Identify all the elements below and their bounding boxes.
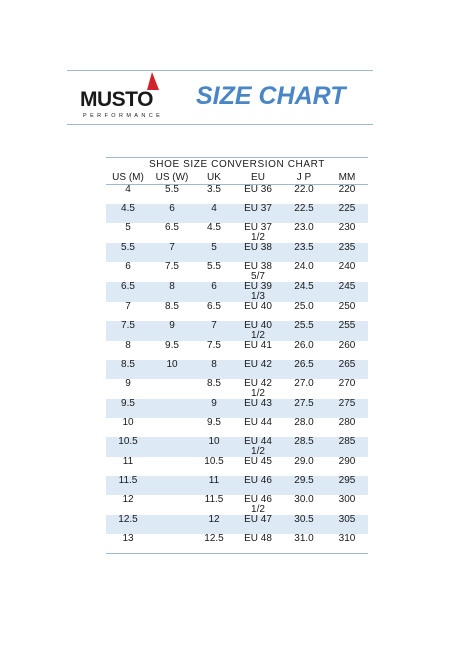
table-row [106, 515, 368, 534]
jp-cell: 24.0 [282, 262, 326, 282]
uk-cell: 8 [194, 360, 234, 379]
uk-cell: 10 [194, 437, 234, 457]
table-row [106, 399, 368, 418]
eu-cell: EU 45 [234, 457, 282, 476]
us-m-cell: 11.5 [106, 476, 150, 495]
us-w-cell: 10 [150, 360, 194, 379]
mm-cell: 295 [326, 476, 368, 495]
mm-cell: 285 [326, 437, 368, 457]
eu-cell: EU 46 1/2 [234, 495, 282, 515]
jp-cell: 25.0 [282, 302, 326, 321]
us-m-cell: 9.5 [106, 399, 150, 418]
uk-cell: 5.5 [194, 262, 234, 282]
us-w-cell [150, 515, 194, 534]
uk-cell: 12.5 [194, 534, 234, 554]
us-m-cell: 7.5 [106, 321, 150, 341]
jp-cell: 30.0 [282, 495, 326, 515]
table-row [106, 282, 368, 302]
eu-cell: EU 42 1/2 [234, 379, 282, 399]
eu-cell: EU 43 [234, 399, 282, 418]
mm-cell: 240 [326, 262, 368, 282]
header-mm: MM [326, 171, 368, 185]
table-row [106, 379, 368, 399]
us-w-cell [150, 379, 194, 399]
us-m-cell: 9 [106, 379, 150, 399]
eu-cell: EU 38 5/7 [234, 262, 282, 282]
us-w-cell: 7 [150, 243, 194, 262]
table-row [106, 243, 368, 262]
size-table [106, 157, 368, 554]
us-m-cell: 11 [106, 457, 150, 476]
us-m-cell: 6 [106, 262, 150, 282]
table-row [106, 360, 368, 379]
header-bottom-rule [67, 124, 373, 125]
header-us-m: US (M) [106, 171, 150, 185]
eu-cell: EU 44 [234, 418, 282, 437]
us-w-cell: 7.5 [150, 262, 194, 282]
header-eu: EU [234, 171, 282, 185]
us-w-cell: 8 [150, 282, 194, 302]
uk-cell: 7.5 [194, 341, 234, 360]
table-row [106, 534, 368, 554]
uk-cell: 3.5 [194, 185, 234, 205]
us-m-cell: 4.5 [106, 204, 150, 223]
us-m-cell: 8 [106, 341, 150, 360]
us-w-cell [150, 457, 194, 476]
mm-cell: 280 [326, 418, 368, 437]
mm-cell: 245 [326, 282, 368, 302]
us-w-cell: 9 [150, 321, 194, 341]
table-row [106, 302, 368, 321]
jp-cell: 31.0 [282, 534, 326, 554]
top-rule [67, 70, 373, 71]
mm-cell: 310 [326, 534, 368, 554]
us-m-cell: 4 [106, 185, 150, 205]
eu-cell: EU 42 [234, 360, 282, 379]
us-m-cell: 10 [106, 418, 150, 437]
mm-cell: 255 [326, 321, 368, 341]
jp-cell: 24.5 [282, 282, 326, 302]
us-m-cell: 8.5 [106, 360, 150, 379]
us-w-cell [150, 399, 194, 418]
eu-cell: EU 36 [234, 185, 282, 205]
us-m-cell: 5.5 [106, 243, 150, 262]
table-row [106, 476, 368, 495]
us-w-cell [150, 495, 194, 515]
jp-cell: 23.5 [282, 243, 326, 262]
us-w-cell [150, 437, 194, 457]
us-w-cell: 9.5 [150, 341, 194, 360]
eu-cell: EU 48 [234, 534, 282, 554]
mm-cell: 225 [326, 204, 368, 223]
uk-cell: 6 [194, 282, 234, 302]
uk-cell: 11.5 [194, 495, 234, 515]
musto-logo [80, 72, 164, 122]
jp-cell: 27.0 [282, 379, 326, 399]
logo-tagline: PERFORMANCE [83, 113, 164, 119]
table-row [106, 321, 368, 341]
eu-cell: EU 47 [234, 515, 282, 534]
mm-cell: 265 [326, 360, 368, 379]
mm-cell: 270 [326, 379, 368, 399]
us-m-cell: 10.5 [106, 437, 150, 457]
header-jp: J P [282, 171, 326, 185]
mm-cell: 235 [326, 243, 368, 262]
table-row [106, 262, 368, 282]
eu-cell: EU 39 1/3 [234, 282, 282, 302]
page-title: SIZE CHART [196, 82, 346, 110]
jp-cell: 28.0 [282, 418, 326, 437]
header-uk: UK [194, 171, 234, 185]
us-w-cell: 8.5 [150, 302, 194, 321]
jp-cell: 29.0 [282, 457, 326, 476]
table-row [106, 341, 368, 360]
uk-cell: 5 [194, 243, 234, 262]
mm-cell: 260 [326, 341, 368, 360]
uk-cell: 9.5 [194, 418, 234, 437]
eu-cell: EU 40 [234, 302, 282, 321]
mm-cell: 230 [326, 223, 368, 243]
us-w-cell: 6.5 [150, 223, 194, 243]
uk-cell: 10.5 [194, 457, 234, 476]
us-m-cell: 6.5 [106, 282, 150, 302]
header-us-w: US (W) [150, 171, 194, 185]
mm-cell: 305 [326, 515, 368, 534]
eu-cell: EU 41 [234, 341, 282, 360]
jp-cell: 26.5 [282, 360, 326, 379]
uk-cell: 12 [194, 515, 234, 534]
uk-cell: 7 [194, 321, 234, 341]
table-body [106, 185, 368, 554]
table-row [106, 223, 368, 243]
eu-cell: EU 38 [234, 243, 282, 262]
table-row [106, 437, 368, 457]
table-row [106, 418, 368, 437]
jp-cell: 26.0 [282, 341, 326, 360]
jp-cell: 28.5 [282, 437, 326, 457]
eu-cell: EU 44 1/2 [234, 437, 282, 457]
jp-cell: 22.0 [282, 185, 326, 205]
mm-cell: 290 [326, 457, 368, 476]
us-m-cell: 5 [106, 223, 150, 243]
mm-cell: 300 [326, 495, 368, 515]
eu-cell: EU 40 1/2 [234, 321, 282, 341]
uk-cell: 11 [194, 476, 234, 495]
table-caption: SHOE SIZE CONVERSION CHART [106, 157, 368, 171]
us-m-cell: 7 [106, 302, 150, 321]
uk-cell: 6.5 [194, 302, 234, 321]
us-m-cell: 12.5 [106, 515, 150, 534]
jp-cell: 27.5 [282, 399, 326, 418]
eu-cell: EU 46 [234, 476, 282, 495]
header-row [106, 171, 368, 185]
eu-cell: EU 37 [234, 204, 282, 223]
us-w-cell [150, 418, 194, 437]
jp-cell: 23.0 [282, 223, 326, 243]
table-row [106, 495, 368, 515]
us-w-cell: 6 [150, 204, 194, 223]
jp-cell: 29.5 [282, 476, 326, 495]
us-m-cell: 13 [106, 534, 150, 554]
us-m-cell: 12 [106, 495, 150, 515]
us-w-cell: 5.5 [150, 185, 194, 205]
us-w-cell [150, 476, 194, 495]
jp-cell: 30.5 [282, 515, 326, 534]
mm-cell: 275 [326, 399, 368, 418]
jp-cell: 25.5 [282, 321, 326, 341]
uk-cell: 8.5 [194, 379, 234, 399]
mm-cell: 220 [326, 185, 368, 205]
table-row [106, 185, 368, 205]
uk-cell: 4.5 [194, 223, 234, 243]
table-row [106, 204, 368, 223]
us-w-cell [150, 534, 194, 554]
jp-cell: 22.5 [282, 204, 326, 223]
mm-cell: 250 [326, 302, 368, 321]
eu-cell: EU 37 1/2 [234, 223, 282, 243]
uk-cell: 4 [194, 204, 234, 223]
uk-cell: 9 [194, 399, 234, 418]
logo-wordmark: MUSTO [80, 88, 153, 111]
table-row [106, 457, 368, 476]
